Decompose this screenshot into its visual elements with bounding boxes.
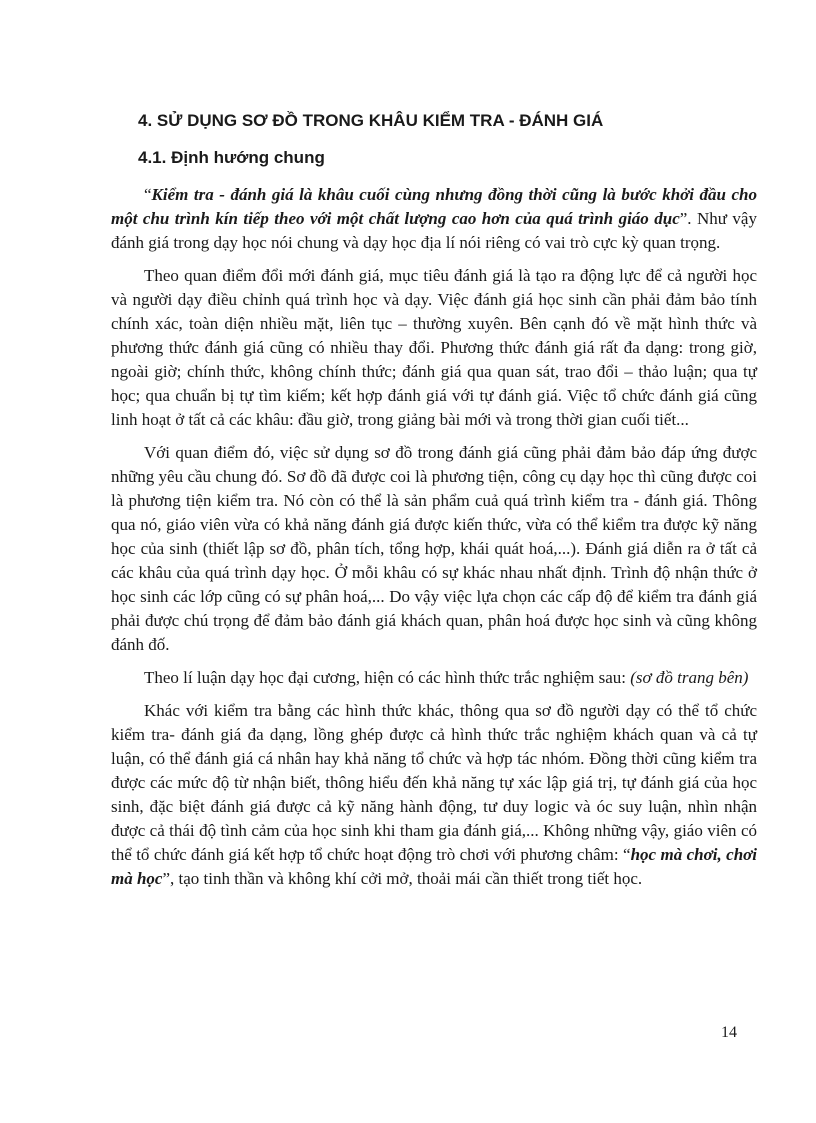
diagram-reference-note: (sơ đồ trang bên) (630, 668, 749, 687)
paragraph-3: Với quan điểm đó, việc sử dụng sơ đồ trong đánh giá cũng phải đảm bảo đáp ứng được những yêu cầu chung đó. Sơ đồ đã được coi là phương tiện, công cụ dạy học thì cũng được coi là phương tiện kiểm tra. Nó còn có thể là sản phẩm cuả quá trình kiểm tra - đánh giá. Thông qua nó, giáo viên vừa có khả năng đánh giá được kiến thức, vừa có thể kiểm tra được kỹ năng học của sinh (thiết lập sơ đồ, phân tích, tổng hợp, khái quát hoá,...). Đánh giá diễn ra ở tất cả các khâu của quá trình dạy học. Ở mỗi khâu có sự khác nhau nhất định. Trình độ nhận thức ở học sinh các lớp cũng có sự phân hoá,... Do vậy việc lựa chọn các cấp độ để kiểm tra đánh giá phải được chú trọng để đảm bảo đánh giá khách quan, phân hoá được học sinh và cũng không đánh đố. (111, 443, 757, 654)
paragraph-5-text: Khác với kiểm tra bằng các hình thức khác, thông qua sơ đồ người dạy có thể tổ chức kiểm tra- đánh giá đa dạng, lồng ghép được cả hình thức trắc nghiệm khách quan và cả tự luận, có thể đánh giá cá nhân hay khả năng tổ chức và hợp tác nhóm. Đồng thời cũng kiểm tra được các mức độ từ nhận biết, thông hiểu đến khả năng tự xác lập giá trị, tự đánh giá của học sinh, đặc biệt đánh giá được cả kỹ năng hành động, tư duy logic và óc suy luận, nhìn nhận được cả thái độ tình cảm của học sinh khi tham gia đánh giá,... Không những vậy, giáo viên có thể tổ chức đánh giá kết hợp tổ chức hoạt động trò chơi với phương châm: “ (111, 701, 757, 864)
paragraph-1 (111, 183, 757, 255)
paragraph-2: Theo quan điểm đổi mới đánh giá, mục tiêu đánh giá là tạo ra động lực để cả người học và người dạy điều chỉnh quá trình học và dạy. Việc đánh giá học sinh cần phải đảm bảo tính chính xác, toàn diện nhiều mặt, liên tục – thường xuyên. Bên cạnh đó về mặt hình thức và phương thức đánh giá cũng có nhiều thay đổi. Phương thức đánh giá rất đa dạng: trong giờ, ngoài giờ; chính thức, không chính thức; đánh giá qua quan sát, trao đổi – thảo luận; qua tự học; qua chuẩn bị tự tìm kiếm; kết hợp đánh giá với tự đánh giá. Việc tổ chức đánh giá cũng linh hoạt ở tất cả các khâu: đầu giờ, trong giảng bài mới và trong thời gian cuối tiết... (111, 266, 757, 429)
paragraph-4 (111, 666, 757, 690)
quotation: Kiểm tra - đánh giá là khâu cuối cùng nhưng đồng thời cũng là bước khởi đầu cho một chu trình kín tiếp theo với một chất lượng cao hơn của quá trình giáo dục (111, 185, 757, 228)
paragraph-4-text: Theo lí luận dạy học đại cương, hiện có các hình thức trắc nghiệm sau: (144, 668, 631, 687)
subsection-title: 4.1. Định hướng chung (138, 148, 325, 167)
section-title: 4. SỬ DỤNG SƠ ĐỒ TRONG KHÂU KIỂM TRA - ĐÁNH GIÁ (138, 111, 604, 130)
paragraph-1-rest: ”. Như vậy đánh giá trong dạy học nói chung và dạy học địa lí nói riêng có vai trò cực kỳ quan trọng. (111, 209, 757, 252)
paragraph-5 (111, 699, 757, 891)
paragraph-5-end: ”, tạo tinh thần và không khí cởi mở, thoải mái cần thiết trong tiết học. (162, 869, 643, 888)
page-number: 14 (721, 1024, 737, 1041)
body-text (111, 183, 757, 900)
motto: học mà chơi, chơi mà học (111, 845, 757, 888)
open-quote: “ (144, 185, 152, 204)
